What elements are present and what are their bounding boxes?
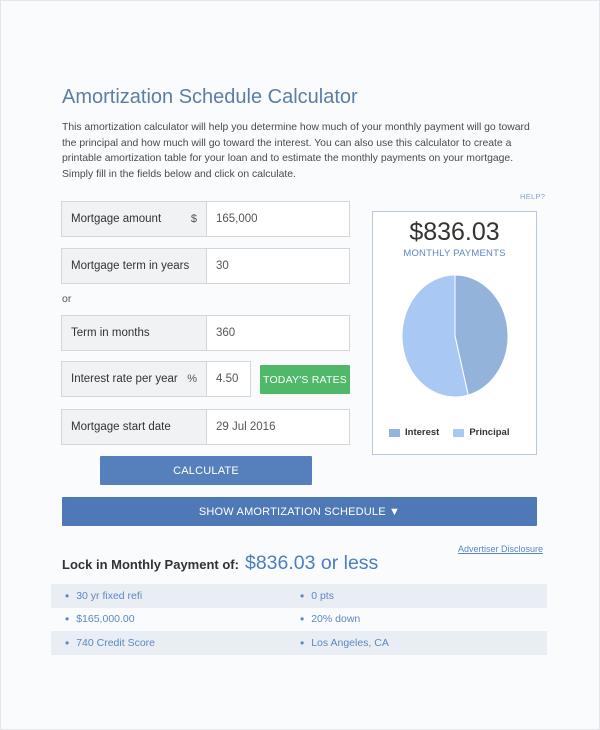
term-months-label: Term in months [71,327,150,339]
bullet-icon: • [65,612,70,627]
start-date-row [61,409,350,445]
legend-item-principal [453,427,509,438]
start-date-label-cell [62,410,207,444]
legend-item-interest [389,427,439,438]
monthly-payment-amount: $836.03 [409,218,500,246]
show-schedule-button[interactable]: SHOW AMORTIZATION SCHEDULE ▼ [62,497,537,526]
dollar-unit: $ [190,213,197,225]
mortgage-amount-row [61,201,350,237]
legend-label-principal: Principal [469,427,510,438]
or-text: or [62,293,72,305]
payment-pie-chart [401,274,509,398]
start-date-input[interactable]: 29 Jul 2016 [216,421,276,433]
lock-label: Lock in Monthly Payment of: [62,557,239,572]
offer-credit-score: 740 Credit Score [76,636,155,649]
chart-legend [389,427,509,438]
interest-rate-input[interactable]: 4.50 [216,373,239,385]
offer-cell [300,589,334,603]
offer-cell [51,636,300,650]
bullet-icon: • [300,612,305,627]
mortgage-amount-label-cell [62,202,207,236]
page-title: Amortization Schedule Calculator [62,86,358,108]
calculate-button[interactable]: CALCULATE [100,456,312,485]
offer-loan-type: 30 yr fixed refi [76,589,143,602]
term-years-row [61,248,350,284]
result-panel [372,211,537,455]
term-months-input[interactable]: 360 [216,327,236,339]
offer-points: 0 pts [311,589,334,602]
bullet-icon: • [300,635,305,650]
offer-row [51,631,547,655]
advertiser-disclosure-link[interactable]: Advertiser Disclosure [458,544,544,554]
interest-rate-label: Interest rate per year [71,373,178,385]
offer-row [51,584,547,608]
term-months-row [61,315,350,351]
percent-unit: % [187,373,197,385]
intro-text: This amortization calculator will help you determine how much of your monthly payment will go toward the principal and how much will go toward the interest. You can also use this calculator to create a printable amortization table for your loan and to estimate the monthly payments on your mortgage. Simply fill in the fields below and click on calculate. [62,122,530,180]
offer-loan-amount: $165,000.00 [76,613,135,626]
term-years-label-cell [62,249,207,283]
offer-cell [51,589,300,603]
bullet-icon: • [65,588,70,603]
term-months-label-cell [62,316,207,350]
offer-location: Los Angeles, CA [311,636,389,649]
offer-down-payment: 20% down [311,613,361,626]
legend-swatch-interest [389,429,400,437]
offer-cell [300,636,389,650]
term-years-label: Mortgage term in years [71,260,190,272]
term-years-input[interactable]: 30 [216,260,229,272]
lock-amount: $836.03 or less [244,552,379,574]
start-date-label: Mortgage start date [71,421,171,433]
bullet-icon: • [300,588,305,603]
legend-swatch-principal [453,429,464,437]
todays-rates-button[interactable]: TODAY'S RATES [260,365,350,394]
legend-label-interest: Interest [405,427,440,438]
bullet-icon: • [65,635,70,650]
mortgage-amount-label: Mortgage amount [71,213,162,225]
offer-row [51,608,547,632]
offer-cell [51,612,300,626]
offer-cell [300,612,360,626]
offer-details [51,584,547,655]
mortgage-amount-input[interactable]: 165,000 [216,213,258,225]
interest-rate-row [61,361,251,397]
help-link[interactable]: HELP? [520,192,546,201]
monthly-payment-label: MONTHLY PAYMENTS [403,248,506,259]
lock-payment-heading [62,552,378,575]
interest-rate-label-cell [62,362,207,396]
